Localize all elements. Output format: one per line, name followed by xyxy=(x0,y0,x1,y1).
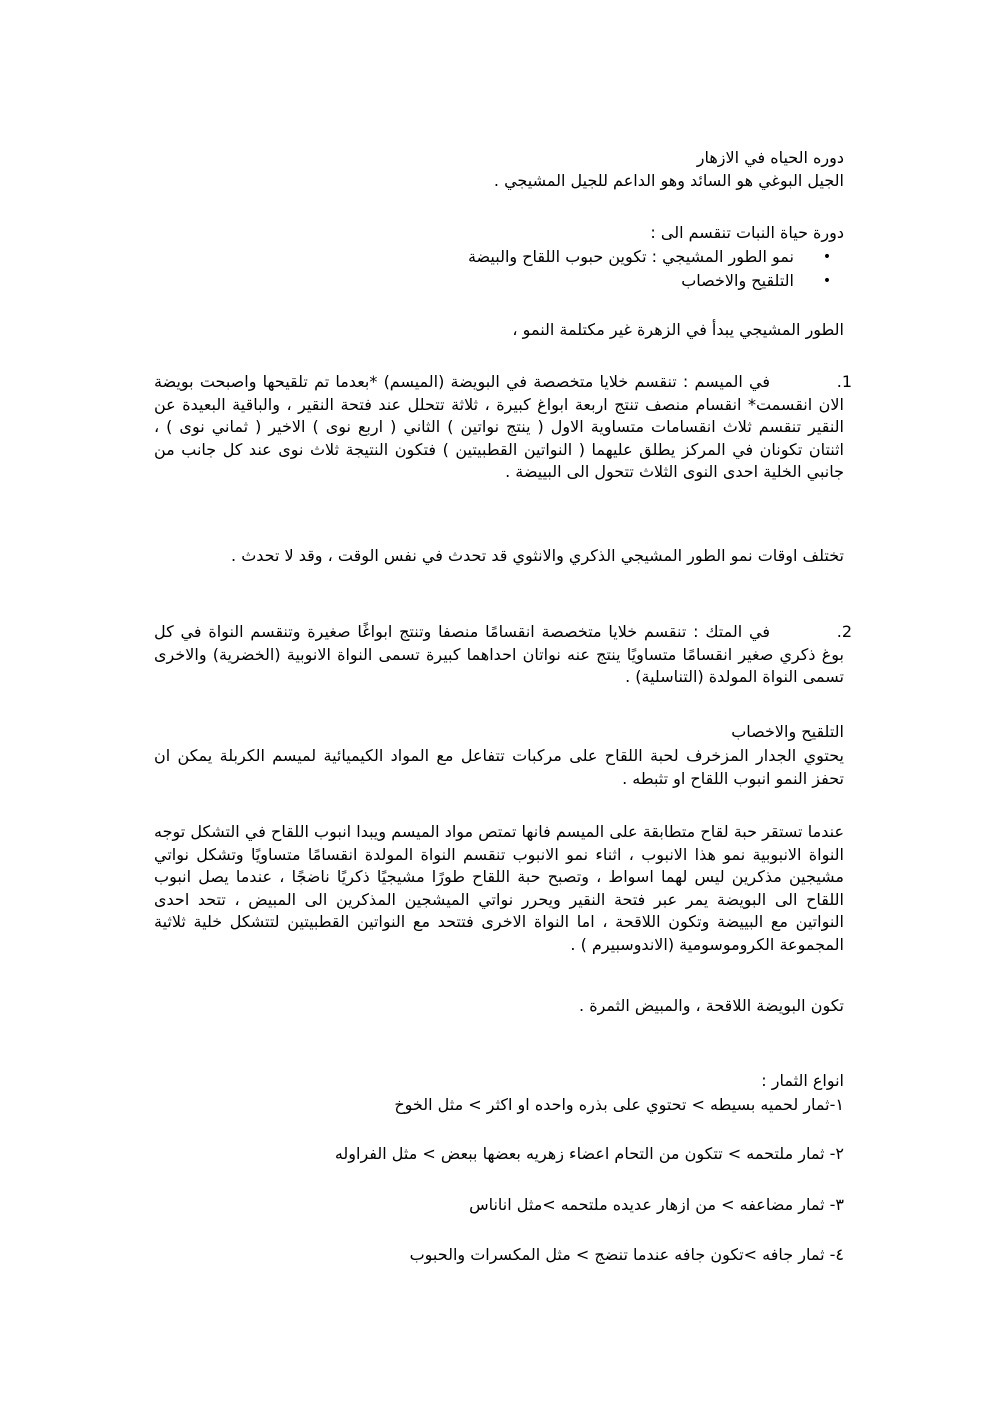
ovary-section-number: 1. xyxy=(836,372,852,391)
fruit-type-item: ٣- ثمار مضاعفه > من ازهار عديده ملتحمه >مثل اناناس xyxy=(469,1195,844,1214)
life-cycle-item: نمو الطور المشيجي : تكوين حبوب اللقاح والبيضة xyxy=(467,247,794,266)
gametophyte-start-text: الطور المشيجي يبدأ في الزهرة غير مكتلمة النمو ، xyxy=(512,320,844,339)
fruit-type-item: ١-ثمار لحميه بسيطه > تحتوي على بذره واحده او اكثر > مثل الخوخ xyxy=(394,1095,844,1114)
result-text: تكون البويضة اللاقحة ، والمبيض الثمرة . xyxy=(579,996,844,1015)
document-title: دوره الحياه في الازهار xyxy=(696,148,844,167)
fertilization-text: عندما تستقر حبة لقاح متطابقة على الميسم فانها تمتص مواد الميسم ويبدا انبوب اللقاح في التشكل توجه النواة الانبوبية نمو هذا الانبوب ، اثناء نمو الانبوب تنقسم النواة المولدة انقسامًا متساويًا وتشكل نواتي مشيجين مذكرين ليس لهما اسواط ، وتصبح حبة اللقاح طورًا مشيجيًا ذكريًا ناضجًا ، عندما يصل انبوب اللقاح الى البويضة يمر عبر فتحة النقير ويحرر نواتي الميشجين المذكرين الى المبيض ، تتحد احدى النواتين مع البييضة وتكون اللاقحة ، اما النواة الاخرى فتتحد مع النواتين القطبيتين لتتشكل خلية ثلاثية المجموعة الكروموسومية (الاندوسبيرم ) . xyxy=(154,822,844,954)
fruits-heading: انواع الثمار : xyxy=(761,1071,844,1090)
life-cycle-heading: دورة حياة النبات تنقسم الى : xyxy=(650,223,844,242)
life-cycle-item: التلقيح والاخصاب xyxy=(681,271,794,290)
bullet-icon: • xyxy=(822,249,832,265)
document-subtitle: الجيل البوغي هو السائد وهو الداعم للجيل المشيجي . xyxy=(493,171,844,190)
fruit-type-item: ٤- ثمار جافه >تكون جافه عندما تنضج > مثل المكسرات والحبوب xyxy=(409,1245,844,1264)
bullet-icon: • xyxy=(822,273,832,289)
ovary-section-text: في الميسم : تنقسم خلايا متخصصة في البويضة (الميسم) *بعدما تم تلقيحها واصبحت بويضة الان انقسمت* انقسام منصف تنتج اربعة ابواغ كبيرة ، ثلاثة تتحلل عند فتحة النقير ، والباقية البعيدة عن النقير تنقسم ثلاث انقسامات متساوية الاول ( ينتج نواتين ) الثاني ( اربع نوى ) الاخير ( ثماني نوى ) ، اثنتان تكونان في المركز يطلق عليهما ( النواتين القطبيتين ) فتكون النتيجة ثلاث نوى عند كل جانب من جانبي الخلية احدى النوى الثلاث تتحول الى البييضة . xyxy=(154,372,844,481)
anther-section-number: 2. xyxy=(836,622,852,641)
anther-section-text: في المتك : تنقسم خلايا متخصصة انقسامًا منصفا وتنتج ابواغًا صغيرة وتنقسم النواة في كل بوغ ذكري صغير انقسامًا متساويًا ينتج عنه نواتان احداهما كبيرة تسمى النواة الانوبية (الخضرية) والاخرى تسمى النواة المولدة (التناسلية) . xyxy=(154,622,844,686)
timing-note: تختلف اوقات نمو الطور المشيجي الذكري والانثوي قد تحدث في نفس الوقت ، وقد لا تحدث . xyxy=(231,546,844,565)
fruit-type-item: ٢- ثمار ملتحمه > تتكون من التحام اعضاء زهريه بعضها ببعض > مثل الفراوله xyxy=(334,1144,844,1163)
pollination-heading: التلقيح والاخصاب xyxy=(731,722,844,741)
pollination-text: يحتوي الجدار المزخرف لحبة اللقاح على مركبات تتفاعل مع المواد الكيميائية لميسم الكربلة يمكن ان تحفز النمو انبوب اللقاح او تثبطه . xyxy=(154,746,844,788)
